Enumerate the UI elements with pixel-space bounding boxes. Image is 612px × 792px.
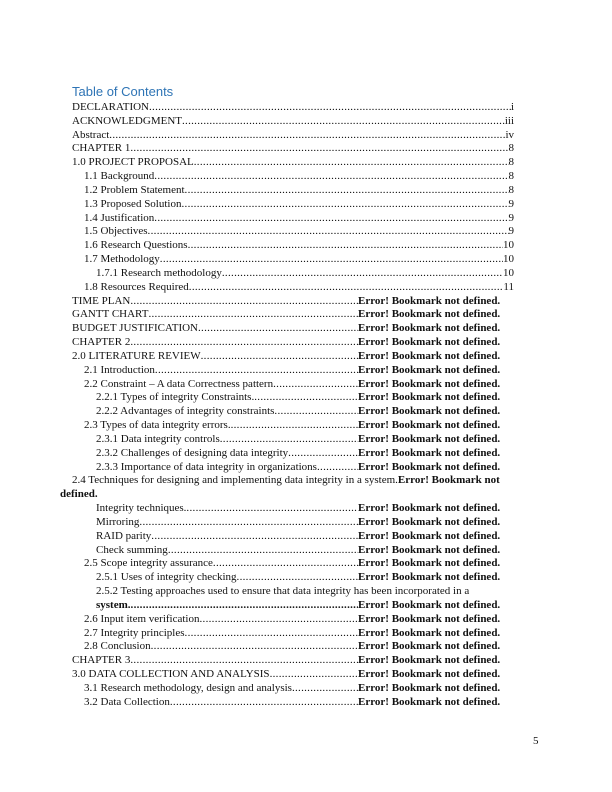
dot-leader	[317, 461, 358, 475]
toc-entry[interactable]	[72, 322, 514, 336]
dot-leader	[274, 405, 358, 419]
toc-entry-error: Error! Bookmark not defined.	[358, 391, 501, 404]
toc-entry-text-cont: system.	[96, 598, 131, 611]
toc-entry-error: Error! Bookmark not defined.	[358, 515, 501, 528]
toc-entry-text: 1.0 PROJECT PROPOSAL	[72, 156, 194, 169]
toc-entry[interactable]	[72, 391, 514, 405]
toc-entry-error: Error! Bookmark not defined.	[358, 668, 501, 680]
toc-entry-page: 8	[508, 142, 514, 155]
toc-entry-text: 1.2 Problem Statement	[84, 183, 185, 196]
toc-entry-text: CHAPTER 1	[72, 142, 131, 155]
toc-entry-page: 11	[503, 280, 514, 293]
toc-entry-text: Mirroring	[96, 515, 140, 528]
toc-entry[interactable]	[72, 350, 514, 364]
toc-entry-page: 9	[508, 225, 514, 238]
toc-entry-error: Error! Bookmark not defined.	[358, 502, 501, 515]
toc-entry-error: Error! Bookmark not defined.	[358, 377, 501, 390]
toc-entry-page: iii	[504, 114, 514, 127]
toc-entry-continuation	[72, 599, 514, 613]
dot-leader	[220, 433, 358, 447]
toc-entry-text: GANTT CHART	[72, 308, 149, 321]
dot-leader	[254, 391, 358, 405]
toc-entry-text: 2.2 Constraint – A data Correctness pattern	[84, 377, 274, 390]
toc-entry[interactable]	[72, 627, 514, 641]
dot-leader	[182, 115, 505, 129]
toc-entry-text: RAID parity	[96, 529, 152, 542]
dot-leader	[131, 599, 358, 613]
toc-entry-text: 2.1 Introduction	[84, 363, 155, 376]
toc-entry-error: Error! Bookmark not defined.	[358, 419, 501, 432]
toc-entry[interactable]	[72, 557, 514, 571]
toc-entry-error: Error! Bookmark not defined.	[358, 571, 501, 584]
toc-entry-text: 1.3 Proposed Solution	[84, 197, 182, 210]
dot-leader	[170, 696, 358, 710]
toc-entry-text: 1.7 Methodology	[84, 253, 160, 266]
toc-entry[interactable]	[72, 142, 514, 156]
toc-entry-error: Error! Bookmark not defined.	[358, 405, 501, 418]
toc-entry[interactable]	[72, 516, 514, 530]
toc-entry-error: Error! Bookmark not defined.	[358, 654, 501, 667]
toc-entry-error: Error! Bookmark not defined.	[358, 681, 501, 694]
toc-entry[interactable]	[72, 212, 514, 226]
toc-entry[interactable]	[72, 156, 514, 170]
dot-leader	[154, 212, 508, 226]
toc-entry-text: 1.5 Objectives	[84, 225, 148, 238]
toc-entry[interactable]	[72, 447, 514, 461]
toc-entry-text: Check summing	[96, 543, 168, 556]
toc-entry[interactable]	[72, 253, 514, 267]
toc-entry[interactable]	[72, 571, 514, 585]
dot-leader	[270, 668, 358, 682]
dot-leader	[237, 571, 358, 585]
toc-entry[interactable]	[72, 308, 514, 322]
toc-entry[interactable]	[72, 433, 514, 447]
toc-entry-page: 8	[508, 183, 514, 196]
toc-entry-text: 2.6 Input item verification	[84, 612, 200, 625]
dot-leader	[160, 253, 503, 267]
toc-entry-error: Error! Bookmark not defined.	[358, 363, 501, 376]
toc-entry[interactable]	[72, 170, 514, 184]
toc-entry[interactable]	[72, 613, 514, 627]
toc-entry-text: 2.2.2 Advantages of integrity constraints	[96, 405, 275, 418]
toc-entry[interactable]	[72, 364, 514, 378]
toc-entry-error: Error! Bookmark not defined.	[358, 640, 501, 653]
dot-leader	[201, 350, 358, 364]
toc-entry-page: 10	[503, 266, 514, 279]
dot-leader	[181, 198, 508, 212]
toc-entry[interactable]	[72, 544, 514, 558]
toc-entry[interactable]	[72, 654, 514, 668]
toc-entry-text: DECLARATION	[72, 101, 149, 113]
dot-leader	[231, 419, 358, 433]
toc-entry-error: Error! Bookmark not defined.	[358, 460, 501, 473]
toc-entry-text: Integrity techniques.	[96, 502, 187, 515]
toc-entry-page: 8	[508, 156, 514, 169]
toc-entry[interactable]	[72, 530, 514, 544]
toc-entry[interactable]	[72, 101, 514, 115]
page-number: 5	[533, 735, 539, 747]
toc-entry-text: 2.4 Techniques for designing and implementing data integrity in a system.	[72, 474, 398, 487]
dot-leader	[109, 129, 505, 143]
toc-entry-text: 2.3 Types of data integrity errors.	[84, 419, 231, 432]
toc-entry-error: Error! Bookmark not defined.	[358, 336, 501, 349]
table-of-contents	[60, 101, 514, 709]
toc-entry-error: Error! Bookmark not defined.	[358, 308, 501, 321]
toc-entry-error: Error! Bookmark not defined.	[358, 543, 501, 556]
toc-entry-text: BUDGET JUSTIFICATION	[72, 322, 198, 335]
toc-entry-error: Error! Bookmark not defined.	[358, 626, 501, 639]
toc-entry[interactable]	[72, 461, 514, 475]
toc-entry-text: TIME PLAN	[72, 294, 131, 307]
dot-leader	[188, 239, 503, 253]
toc-entry[interactable]	[72, 419, 514, 433]
dot-leader	[189, 281, 504, 295]
dot-leader	[130, 295, 358, 309]
toc-entry-error: Error! Bookmark not defined.	[358, 612, 501, 625]
toc-entry-error: Error! Bookmark not defined.	[358, 349, 501, 362]
toc-heading: Table of Contents	[72, 84, 174, 99]
toc-entry[interactable]	[72, 198, 514, 212]
toc-entry-error: Error! Bookmark not defined.	[358, 432, 501, 445]
dot-leader	[149, 101, 511, 115]
toc-entry[interactable]	[72, 281, 514, 295]
toc-entry-error: Error! Bookmark not defined.	[358, 294, 501, 307]
toc-entry-text: 2.3.2 Challenges of designing data integrity	[96, 446, 289, 459]
toc-entry[interactable]	[72, 696, 514, 710]
toc-entry-error: Error! Bookmark not defined.	[358, 557, 501, 570]
toc-entry-text: 2.8 Conclusion	[84, 640, 151, 653]
dot-leader	[185, 627, 358, 641]
dot-leader	[130, 654, 358, 668]
toc-entry-text: 1.6 Research Questions	[84, 239, 188, 252]
toc-entry-text: 1.8 Resources Required	[84, 280, 189, 293]
toc-entry-text: 2.0 LITERATURE REVIEW	[72, 349, 201, 362]
toc-entry-text: CHAPTER 3	[72, 654, 131, 667]
dot-leader	[186, 502, 358, 516]
toc-entry[interactable]	[72, 267, 514, 281]
dot-leader	[185, 184, 509, 198]
dot-leader	[148, 308, 358, 322]
toc-entry-text: 1.4 Justification	[84, 211, 155, 224]
toc-entry-text: ACKNOWLEDGMENT	[72, 114, 182, 127]
toc-entry-page: 10	[503, 253, 514, 266]
toc-entry-text: 2.5 Scope integrity assurance	[84, 557, 213, 570]
dot-leader	[154, 170, 508, 184]
toc-entry-text: 2.3.1 Data integrity controls	[96, 432, 220, 445]
dot-leader	[292, 682, 358, 696]
toc-entry[interactable]	[72, 184, 514, 198]
toc-entry[interactable]	[72, 405, 514, 419]
dot-leader	[155, 364, 358, 378]
toc-entry-text: 1.1 Background	[84, 170, 155, 183]
toc-entry[interactable]	[72, 239, 514, 253]
toc-entry-text: 3.0 DATA COLLECTION AND ANALYSIS	[72, 668, 270, 680]
dot-leader	[151, 530, 358, 544]
toc-entry-page: 9	[508, 197, 514, 210]
dot-leader	[198, 322, 358, 336]
dot-leader	[130, 336, 358, 350]
toc-entry[interactable]	[72, 295, 514, 309]
toc-entry-text: 3.1 Research methodology, design and analysis	[84, 681, 292, 694]
toc-entry-error: Error! Bookmark not defined.	[60, 474, 500, 501]
toc-entry-error: Error! Bookmark not defined.	[358, 695, 501, 708]
toc-entry-text: Abstract	[72, 128, 110, 141]
toc-entry-page: i	[510, 101, 514, 113]
toc-entry-text: 2.3.3 Importance of data integrity in organizations	[96, 460, 317, 473]
toc-entry-error: Error! Bookmark not defined.	[358, 446, 501, 459]
toc-entry-error: Error! Bookmark not defined.	[358, 598, 501, 611]
toc-entry-text: CHAPTER 2	[72, 336, 131, 349]
toc-entry-error: Error! Bookmark not defined.	[358, 322, 501, 335]
toc-entry[interactable]	[72, 640, 514, 654]
dot-leader	[222, 267, 503, 281]
dot-leader	[199, 613, 358, 627]
toc-entry[interactable]	[72, 129, 514, 143]
toc-entry-text: 2.5.1 Uses of integrity checking	[96, 571, 237, 584]
toc-entry[interactable]	[72, 336, 514, 350]
toc-entry-error: Error! Bookmark not defined.	[358, 529, 501, 542]
toc-entry-text: 3.2 Data Collection	[84, 695, 170, 708]
toc-entry[interactable]	[72, 502, 514, 516]
toc-entry[interactable]	[72, 585, 514, 613]
toc-entry-page: 8	[508, 170, 514, 183]
toc-entry-text: 2.7 Integrity principles	[84, 626, 185, 639]
toc-entry-text: 2.2.1 Types of integrity Constraints.	[96, 391, 255, 404]
dot-leader	[288, 447, 358, 461]
dot-leader	[151, 640, 358, 654]
dot-leader	[130, 142, 508, 156]
toc-entry[interactable]	[72, 115, 514, 129]
dot-leader	[273, 378, 358, 392]
toc-entry[interactable]	[72, 668, 514, 682]
toc-entry-text: 1.7.1 Research methodology	[96, 266, 222, 279]
dot-leader	[168, 544, 358, 558]
dot-leader	[213, 557, 358, 571]
dot-leader	[194, 156, 509, 170]
toc-entry[interactable]	[60, 474, 514, 502]
dot-leader	[148, 225, 509, 239]
toc-entry[interactable]	[72, 225, 514, 239]
dot-leader	[139, 516, 358, 530]
toc-entry-page: 10	[503, 239, 514, 252]
toc-entry-page: iv	[505, 128, 514, 141]
toc-entry-page: 9	[508, 211, 514, 224]
toc-entry[interactable]	[72, 682, 514, 696]
toc-entry[interactable]	[72, 378, 514, 392]
toc-entry-text: 2.5.2 Testing approaches used to ensure that data integrity has been incorporated in a	[96, 585, 470, 598]
